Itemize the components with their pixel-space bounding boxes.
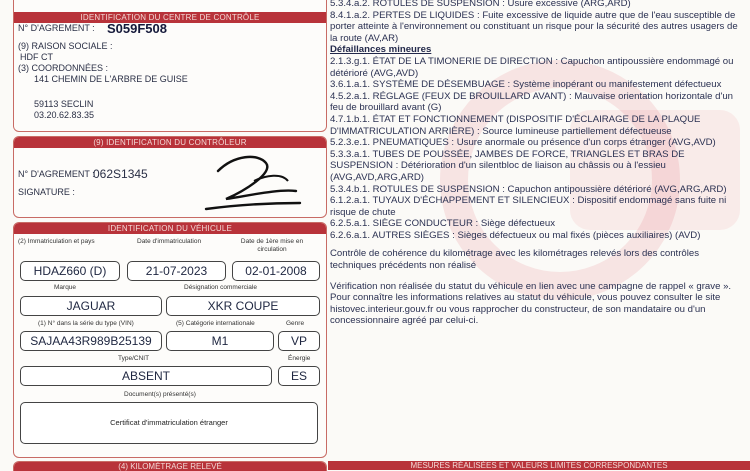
centre-title: IDENTIFICATION DU CENTRE DE CONTRÔLE (14, 12, 326, 23)
date-first-value: 02-01-2008 (232, 261, 320, 281)
km-note: Contrôle de cohérence du kilométrage avec les kilométrages relevés lors des contrôles techniques précédents non réalisé (330, 248, 700, 272)
coord-label: (3) COORDONNÉES : (18, 63, 109, 73)
defect-item: 5.2.3.e.1. PNEUMATIQUES : Usure anormale ou présence d'un corps étranger (AVG,AVD) (330, 137, 716, 149)
defect-item: 6.2.5.a.1. SIÈGE CONDUCTEUR : Siège défectueux (330, 218, 556, 230)
defect-item: 4.7.1.b.1. ÉTAT ET FONCTIONNEMENT (DISPOSITIF D'ÉCLAIRAGE DE LA PLAQUE D'IMMATRICULATION ARRIÈRE) : Source lumineuse partiellement défectueuse (330, 113, 701, 137)
raison-label: (9) RAISON SOCIALE : (18, 41, 113, 51)
signature-label: SIGNATURE : (18, 187, 75, 197)
phone: 03.20.62.83.35 (34, 110, 95, 120)
kilometrage-title: (4) KILOMÉTRAGE RELEVÉ (14, 462, 326, 471)
address-line2: 59113 SECLIN (34, 99, 94, 109)
vin-label: (1) N° dans la série du type (VIN) (38, 320, 134, 327)
defects-list (330, 0, 744, 327)
mineures-heading: Défaillances mineures (330, 44, 432, 56)
defect-item: 6.1.2.a.1. TUYAUX D'ÉCHAPPEMENT ET SILENCIEUX : Dispositif endommagé sans fuite ni risque de chute (330, 195, 727, 218)
immat-label: (2) Immatriculation et pays (18, 238, 95, 245)
centre-agrement-value: S059F508 (107, 21, 167, 36)
type-value: ABSENT (20, 366, 272, 386)
marque-label: Marque (54, 284, 77, 291)
signature-drawing (196, 151, 306, 215)
centre-panel (13, 0, 327, 132)
address-line1: 141 CHEMIN DE L'ARBRE DE GUISE (34, 74, 188, 84)
genre-value: VP (278, 331, 320, 351)
marque-value: JAGUAR (20, 296, 162, 316)
document-value: Certificat d'immatriculation étranger (110, 418, 228, 427)
categorie-label: (5) Catégorie internationale (176, 320, 255, 327)
date-immat-label: Date d'immatriculation (137, 238, 202, 245)
defect-84: 8.4.1.a.2. PERTES DE LIQUIDES : Fuite excessive de liquide autre que de l'eau susceptible de porter atteinte à l'environnement ou constituant un risque pour la sécurité des autres usagers de la route (AV,AR) (330, 9, 738, 44)
controleur-panel (13, 136, 327, 218)
vehicule-title: IDENTIFICATION DU VÉHICULE (14, 223, 326, 234)
right-column (328, 0, 750, 470)
controleur-agrement-value: 062S1345 (93, 167, 148, 181)
date-first-label: Date de 1ère mise en circulation (240, 238, 304, 253)
controleur-agrement-label: N° D'AGREMENT : (18, 169, 95, 179)
recall-note: Vérification non réalisée du statut du véhicule en lien avec une campagne de rappel « grave ». Pour connaître les informations relatives au statut du véhicule, vous pouvez consulter le site histovec.interieur.gouv.fr ou vous rapprocher du constructeur, de son mandataire ou d'un concessionnaire agréé par celui-ci. (330, 280, 732, 327)
categorie-value: M1 (166, 331, 274, 351)
type-label: Type/CNIT (118, 355, 150, 362)
defect-item: 5.3.3.a.1. TUBES DE POUSSÉE, JAMBES DE FORCE, TRIANGLES ET BRAS DE SUSPENSION : Détérioration d'un silentbloc de liaison au châssis ou à l'essieu (AVG,AVD,ARG,ARD) (330, 148, 685, 183)
defect-item: 2.1.3.g.1. ÉTAT DE LA TIMONERIE DE DIRECTION : Capuchon antipoussière endommagé ou détérioré (AVG,AVD) (330, 55, 734, 79)
defect-item: 3.6.1.a.1. SYSTÈME DE DÉSEMBUAGE : Système inopérant ou manifestement défectueux (330, 79, 722, 91)
defect-item: 6.2.6.a.1. AUTRES SIÈGES : Sièges défectueux ou mal fixés (pièces auxiliaires) (AVD) (330, 229, 701, 241)
designation-value: XKR COUPE (166, 296, 320, 316)
date-immat-value: 21-07-2023 (127, 261, 226, 281)
left-column (13, 0, 327, 470)
designation-label: Désignation commerciale (184, 284, 257, 291)
vehicule-panel (13, 222, 327, 458)
vin-value: SAJAA43R989B25139 (20, 331, 162, 351)
raison-value: HDF CT (20, 52, 53, 62)
energie-value: ES (278, 366, 320, 386)
documents-label: Document(s) présenté(s) (124, 391, 196, 398)
energie-label: Énergie (288, 355, 311, 362)
defect-item: 4.5.2.a.1. RÉGLAGE (FEUX DE BROUILLARD AVANT) : Mauvaise orientation horizontale d'un feu de brouillard avant (G) (330, 90, 733, 114)
controleur-title: (9) IDENTIFICATION DU CONTRÔLEUR (14, 137, 326, 148)
documents-box (20, 402, 318, 444)
defect-top: 5.3.4.a.2. ROTULES DE SUSPENSION : Usure excessive (ARG,ARD) (330, 0, 631, 9)
genre-label: Genre (286, 320, 305, 327)
mesures-title: MESURES RÉALISÉES ET VALEURS LIMITES CORRESPONDANTES (328, 461, 750, 470)
centre-agrement-label: N° D'AGREMENT : (18, 23, 95, 33)
defect-item: 5.3.4.b.1. ROTULES DE SUSPENSION : Capuchon antipoussière détérioré (AVG,ARG,ARD) (330, 183, 727, 195)
immat-value: HDAZ660 (D) (20, 261, 120, 281)
